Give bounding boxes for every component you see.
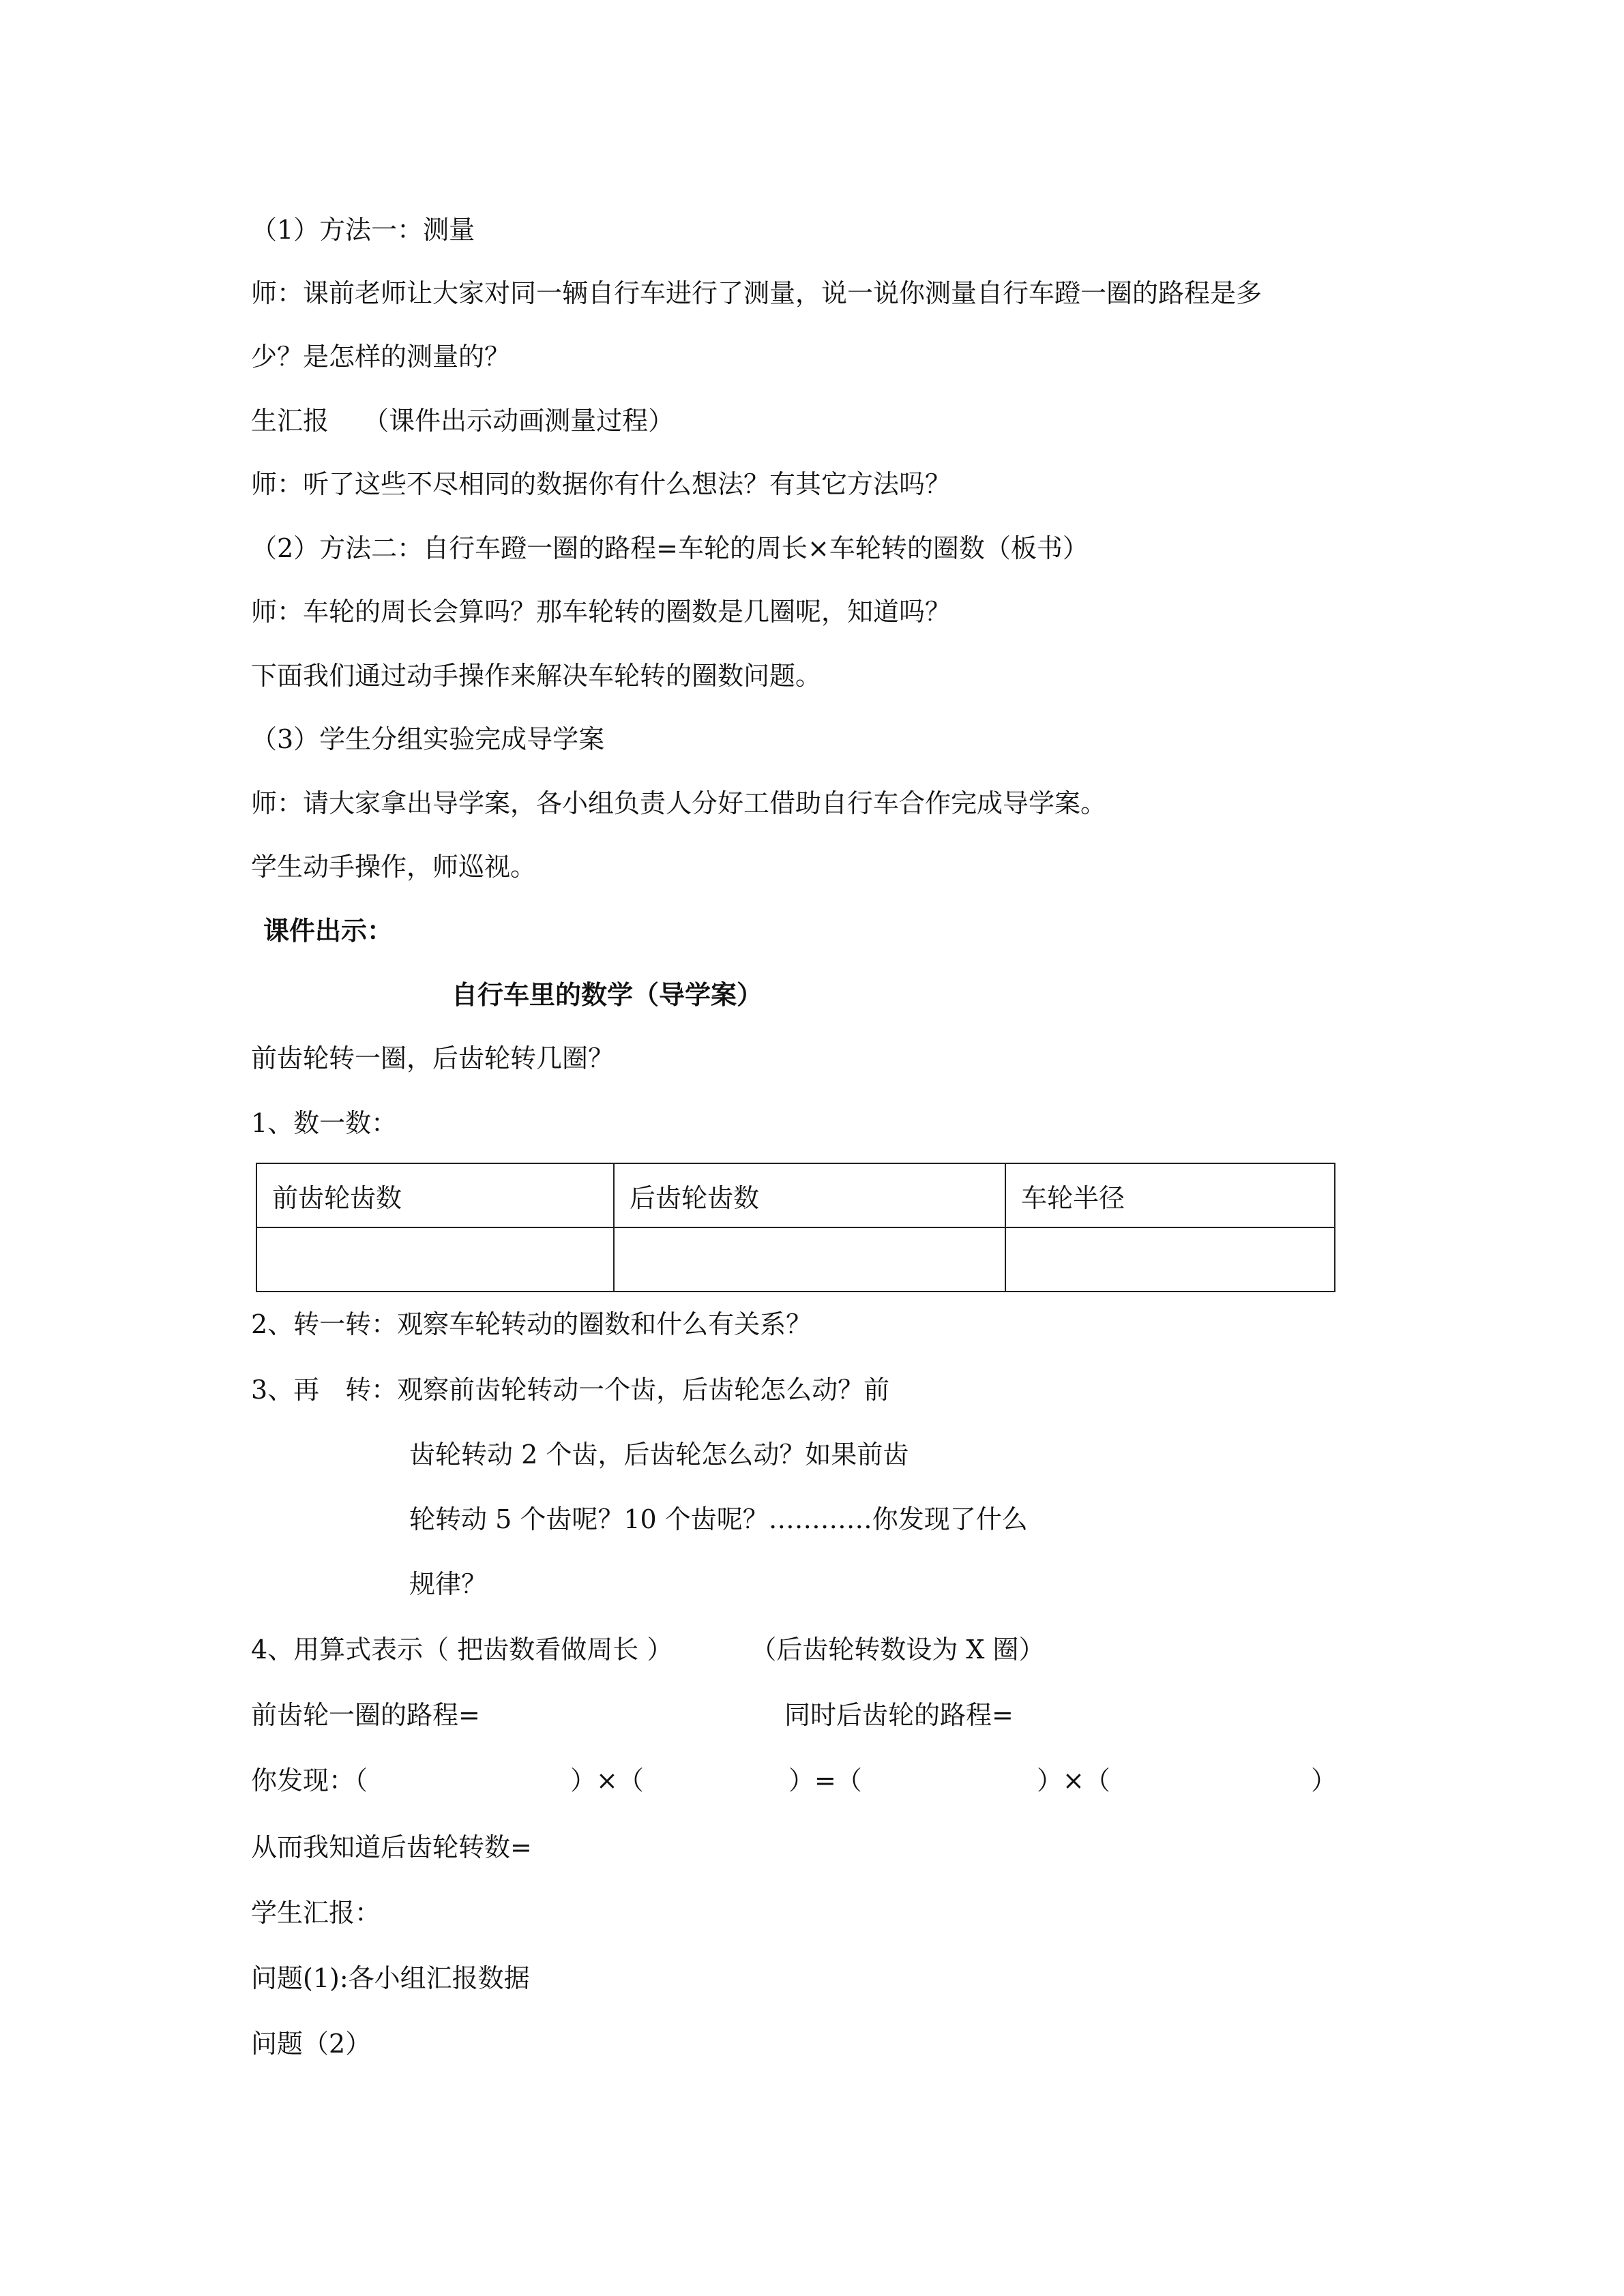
courseware-label: 课件出示：: [263, 915, 394, 946]
cell-front-teeth[interactable]: [256, 1227, 614, 1292]
header-front-teeth: 前齿轮齿数: [256, 1163, 614, 1227]
step-four: 4、用算式表示（ 把齿数看做周长 ） （后齿轮转数设为 X 圈）: [251, 1635, 1045, 1665]
student-report-line: 生汇报 （课件出示动画测量过程）: [251, 406, 675, 436]
step-three-cont-2: 轮转动 5 个齿呢？10 个齿呢？…………你发现了什么: [409, 1504, 1028, 1534]
equation-end: ）: [1311, 1765, 1338, 1795]
method-one-heading: （1）方法一：测量: [251, 215, 475, 245]
teacher-line-1: 师：课前老师让大家对同一辆自行车进行了测量，说一说你测量自行车蹬一圈的路程是多: [251, 278, 1263, 308]
step-one: 1、数一数：: [251, 1108, 398, 1138]
transition-line: 下面我们通过动手操作来解决车轮转的圈数问题。: [251, 661, 822, 691]
student-report-heading: 学生汇报：: [251, 1898, 381, 1928]
step-two: 2、转一转：观察车轮转动的圈数和什么有关系？: [251, 1309, 812, 1339]
method-three-heading: （3）学生分组实验完成导学案: [251, 724, 605, 754]
front-gear-path: 前齿轮一圈的路程=: [251, 1700, 480, 1730]
header-rear-teeth: 后齿轮齿数: [614, 1163, 1005, 1227]
step-three: 3、再 转：观察前齿轮转动一个齿，后齿轮怎么动？前: [251, 1375, 890, 1405]
equation-part-c: ）=（: [788, 1765, 862, 1795]
method-two-heading: （2）方法二：自行车蹬一圈的路程=车轮的周长×车轮转的圈数（板书）: [251, 533, 1089, 563]
table-header-row: [256, 1163, 1335, 1227]
teacher-line-4: 师：请大家拿出导学案，各小组负责人分好工借助自行车合作完成导学案。: [251, 788, 1107, 818]
student-operation-line: 学生动手操作，师巡视。: [251, 852, 537, 882]
cell-rear-teeth[interactable]: [614, 1227, 1005, 1292]
conclusion-line: 从而我知道后齿轮转数=: [251, 1832, 532, 1862]
equation-part-d: ）×（: [1037, 1765, 1110, 1795]
equation-start: 你发现：（: [251, 1765, 368, 1795]
gear-question: 前齿轮转一圈，后齿轮转几圈？: [251, 1043, 615, 1073]
equation-part-b: ）×（: [570, 1765, 644, 1795]
step-three-cont-3: 规律？: [409, 1569, 488, 1599]
teacher-line-2: 师：听了这些不尽相同的数据你有什么想法？有其它方法吗？: [251, 469, 951, 499]
count-table: [256, 1163, 1335, 1292]
rear-gear-path: 同时后齿轮的路程=: [784, 1700, 1014, 1730]
problem-one: 问题(1):各小组汇报数据: [251, 1963, 530, 1993]
cell-wheel-radius[interactable]: [1005, 1227, 1335, 1292]
header-wheel-radius: 车轮半径: [1005, 1163, 1335, 1227]
step-three-cont-1: 齿轮转动 2 个齿，后齿轮怎么动？如果前齿: [409, 1440, 909, 1470]
teacher-line-1-cont: 少？是怎样的测量的？: [251, 342, 511, 372]
teacher-line-3: 师：车轮的周长会算吗？那车轮转的圈数是几圈呢，知道吗？: [251, 597, 951, 627]
problem-two: 问题（2）: [251, 2029, 372, 2059]
worksheet-title: 自行车里的数学（导学案）: [452, 979, 763, 1010]
table-row: [256, 1227, 1335, 1292]
